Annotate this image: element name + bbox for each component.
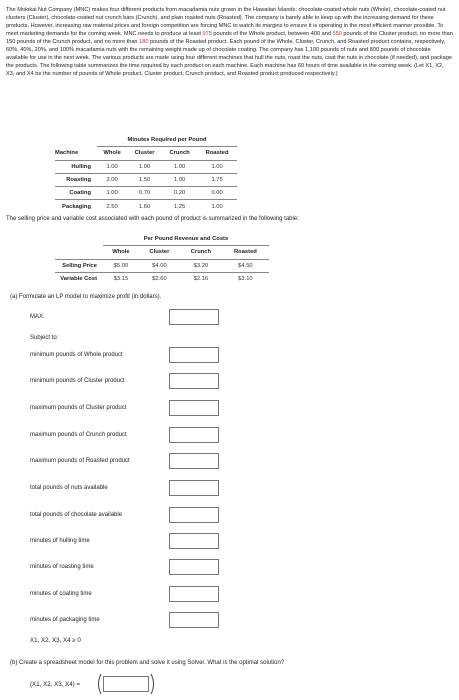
solution-paren-icon — [95, 672, 157, 696]
constraint-input-roasting[interactable] — [169, 559, 219, 575]
constraint-input-coating[interactable] — [169, 586, 219, 602]
highlight-whole-min: 975 — [202, 31, 212, 37]
constraint-input-packaging[interactable] — [169, 612, 219, 628]
constraint-input-chocolate[interactable] — [169, 507, 219, 523]
constraint-input-cluster-max[interactable] — [169, 400, 219, 416]
table-row: Roasting 2.00 1.50 1.00 1.75 — [55, 173, 237, 186]
price-header-roasted: Roasted — [233, 249, 257, 256]
header-cluster: Cluster — [134, 150, 155, 157]
price-table-intro: The selling price and variable cost associated with each pound of product is summarized in the following table: — [6, 216, 299, 222]
constraint-input-roasted-max[interactable] — [169, 453, 219, 469]
constraint-label-packaging: minutes of packaging time — [30, 617, 100, 623]
constraint-label-whole-min: minimum pounds of Whole product — [30, 352, 123, 358]
constraint-input-crunch-max[interactable] — [169, 427, 219, 443]
max-label: MAX: — [30, 314, 45, 320]
price-table-caption: Per Pound Revenue and Costs — [103, 233, 269, 246]
constraint-label-cluster-min: minimum pounds of Cluster product — [30, 378, 125, 384]
problem-statement: The Molokai Nut Company (MNC) makes four different products from macadamia nuts grown in the Hawaiian Islands: chocolate-coated whole nuts (Whole), chocolate-coated nut clusters (Cluster), chocolate-coated nut crunch bars (Crunch), and plain roasted nuts (Roasted). The company is barely able to keep up with the increasing demand for these products. However, increasing raw material prices and foreign competition are forcing MNC to watch its margins to ensure it is operating in the most efficient manner possible. To meet marketing demands for the coming week, MNC needs to produce at least 975 pounds of the Whole product, between 400 and 550 pounds of the Cluster product, no more than 150 pounds of the Crunch product, and no more than 180 pounds of the Roasted product. Each pound of the Whole, Cluster, Crunch, and Roasted product contains, respectively, 60%, 40%, 20%, and 100% macadamia nuts with the remaining weight made up of chocolate coating. The company has 1,100 pounds of nuts and 800 pounds of chocolate available for use in the next week. The various products are made using four different machines that hull the nuts, roast the nuts, coat the nuts in chocolate (if needed), and package the products. The following table summarizes the time required by each product on each machine. Each machine has 60 hours of time available in the coming week. (Let X1, X2, X3, and X4 be the number of pounds of Whole product, Cluster product, Crunch product, and Roasted product produced respectively.) — [6, 7, 453, 77]
header-machine: Machine — [55, 150, 79, 157]
price-header-cluster: Cluster — [149, 249, 170, 256]
machine-time-table — [55, 134, 237, 213]
table-row: Hulling 1.00 1.00 1.00 1.00 — [55, 160, 237, 173]
price-header-crunch: Crunch — [190, 249, 212, 256]
solution-label: (X1, X2, X3, X4) = — [30, 681, 81, 688]
constraint-input-whole-min[interactable] — [169, 347, 219, 363]
table-row: Packaging 2.50 1.60 1.25 1.00 — [55, 200, 237, 213]
table-row: Coating 1.00 0.70 0.20 0.00 — [55, 187, 237, 200]
constraint-input-nuts[interactable] — [169, 480, 219, 496]
constraint-label-nuts: total pounds of nuts available — [30, 485, 108, 491]
constraint-label-chocolate: total pounds of chocolate available — [30, 512, 123, 518]
part-a-prompt: (a) Formulate an LP model to maximize profit (in dollars). — [10, 294, 162, 300]
table-row: Variable Cost $3.15 $2.60 $2.16 $3.10 — [55, 272, 269, 285]
header-crunch: Crunch — [169, 150, 190, 157]
header-roasted: Roasted — [205, 150, 229, 157]
constraint-input-cluster-min[interactable] — [169, 373, 219, 389]
constraint-label-coating: minutes of coating time — [30, 591, 92, 597]
price-header-whole: Whole — [112, 249, 130, 256]
nonnegativity-constraint: X1, X2, X3, X4 ≥ 0 — [30, 637, 81, 644]
header-whole: Whole — [103, 150, 121, 157]
revenue-cost-table — [55, 233, 269, 285]
constraint-label-crunch-max: maximum pounds of Crunch product — [30, 432, 127, 438]
highlight-roasted-max: 180 — [139, 39, 149, 45]
table-row: Selling Price $5.00 $4.00 $3.20 $4.50 — [55, 259, 269, 272]
highlight-cluster-max: 550 — [332, 31, 342, 37]
part-b-prompt: (b) Create a spreadsheet model for this problem and solve it using Solver. What is the optimal solution? — [10, 660, 285, 666]
machine-table-caption: Minutes Required per Pound — [97, 134, 237, 147]
subject-to-label: Subject to: — [30, 335, 59, 341]
constraint-input-hulling[interactable] — [169, 533, 219, 549]
constraint-label-roasting: minutes of roasting time — [30, 564, 94, 570]
constraint-label-hulling: minutes of hulling time — [30, 538, 90, 544]
constraint-label-cluster-max: maximum pounds of Cluster product — [30, 405, 127, 411]
objective-input[interactable] — [169, 309, 219, 325]
constraint-label-roasted-max: maximum pounds of Roasted product — [30, 458, 130, 464]
